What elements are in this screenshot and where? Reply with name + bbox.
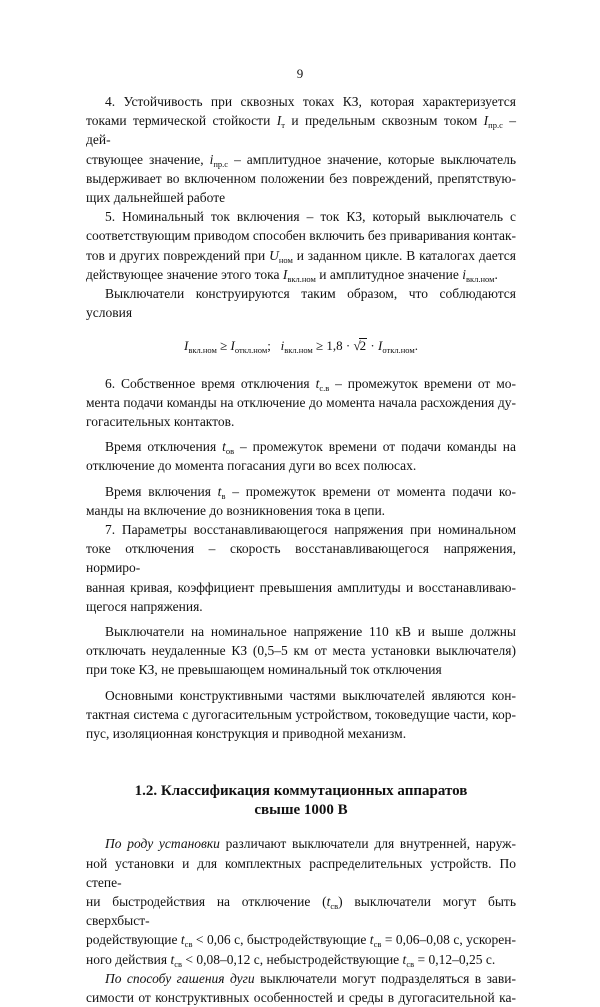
text-line: ного действия $t_{св} < 0,08-0,12$ с, небыстродействующие $t_{св} = 0,12-0,25$ с. [86,951,496,969]
text-line: По роду установки различают выключатели для внутренней, наруж- [105,836,516,852]
text-line: Время отключения $t_{ов}$ – промежуток времени от подачи команды на [105,439,516,457]
section-heading: 1.2. Классификация коммутационных аппаратов свыше 1000 В [134,783,468,819]
text-line: щих дальнейшей работе [86,190,226,206]
page-body [86,92,516,1007]
text-line: пус, изоляционная конструкция и приводной механизм. [86,726,407,742]
paragraph-item-5 [86,207,516,284]
paragraph-conditions: Выключатели конструируются таким образом, что соблюдаются условия [86,286,516,321]
text-line: соответствующим приводом способен включить без приваривания контак- [86,228,516,244]
text-line: По способу гашения дуги выключатели могут подразделяться в зави- [105,970,516,986]
text-line: 7. Параметры восстанавливающегося напряжения при номинальном [105,522,516,538]
text-line: при токе КЗ, не превышающем номинальный ток отключения [86,662,442,678]
text-line: гогасительных контактов. [86,414,235,430]
text-line: симости от конструктивных особенностей и среды в дугогасительной ка- [86,989,516,1005]
paragraph-closing-time [86,482,516,520]
text-line: 6. Собственное время отключения $t_{с.в}$ – промежуток времени от мо- [105,375,516,393]
text-line: 5. Номинальный ток включения – ток КЗ, который выключатель с [105,209,516,225]
paragraph-item-4 [86,92,516,207]
text-line: Основными конструктивными частями выключателей являются кон- [105,687,516,703]
text-line: ствующее значение, $i_{пр.с}$ – амплитудное значение, которые выключатель [86,151,516,169]
page-number: 9 [296,66,304,81]
text-line: манды на включение до возникновения тока в цепи. [86,502,386,518]
text-line: родействующие $t_{св} < 0,06$ с, быстродействующие $t_{св} = 0,06-0,08$ с, ускорен- [86,932,516,950]
sqrt-symbol: √ [353,338,361,354]
text-line: Выключатели на номинальное напряжение 110 кВ и выше должны [105,624,516,640]
paragraph-main-parts [86,686,516,744]
text-line: токе отключения – скорость восстанавливающегося напряжения, нормиро- [86,541,516,576]
text-line: щегося напряжения. [86,598,203,614]
formula: $I_{вкл.ном} \ge I_{откл.ном}$; $i_{вкл.ном} \ge 1,8 \cdot √2 \cdot I_{откл.ном}$. [184,338,418,356]
paragraph-item-7 [86,520,516,616]
text-line: тактная система с дугогасительным устройством, токоведущие части, кор- [86,706,516,722]
text-line: отключать неудаленные КЗ (0,5–5 км от места установки выключателя) [86,643,516,659]
paragraph-item-6 [86,374,516,432]
text-line: мента подачи команды на отключение до момента начала расхождения ду- [86,394,516,410]
text-line: Время включения $t_в$ – промежуток времени от момента подачи ко- [105,483,516,501]
paragraph-opening-time [86,437,516,475]
text-line: выдерживает во включенном положении без повреждений, препятствую- [86,170,516,186]
paragraph-arc-quenching [86,969,516,1007]
text-line: тов и других повреждений при $U_{ном}$ и заданном цикле. В каталогах дается [86,247,516,265]
text-line: ни быстродействия на отключение $(t_{св})$ выключатели могут быть сверхбыст- [86,893,516,929]
text-line: токами термической стойкости $I_т$ и предельным сквозным током $I_{пр.с} - дей-$ [86,113,516,148]
paragraph-110kv [86,622,516,680]
text-line: ной установки и для комплектных распределительных устройств. По степе- [86,855,516,890]
text-line: действующее значение этого тока $I_{вкл.ном}$ и амплитудное значение $i_{вкл.ном}$. [86,266,498,284]
text-line: отключение до момента погасания дуги во всех полюсах. [86,458,417,474]
text-line: ванная кривая, коэффициент превышения амплитуды и восстанавливаю- [86,579,516,595]
text-line: 4. Устойчивость при сквозных токах КЗ, которая характеризуется [105,94,516,109]
paragraph-installation-type [86,834,516,968]
